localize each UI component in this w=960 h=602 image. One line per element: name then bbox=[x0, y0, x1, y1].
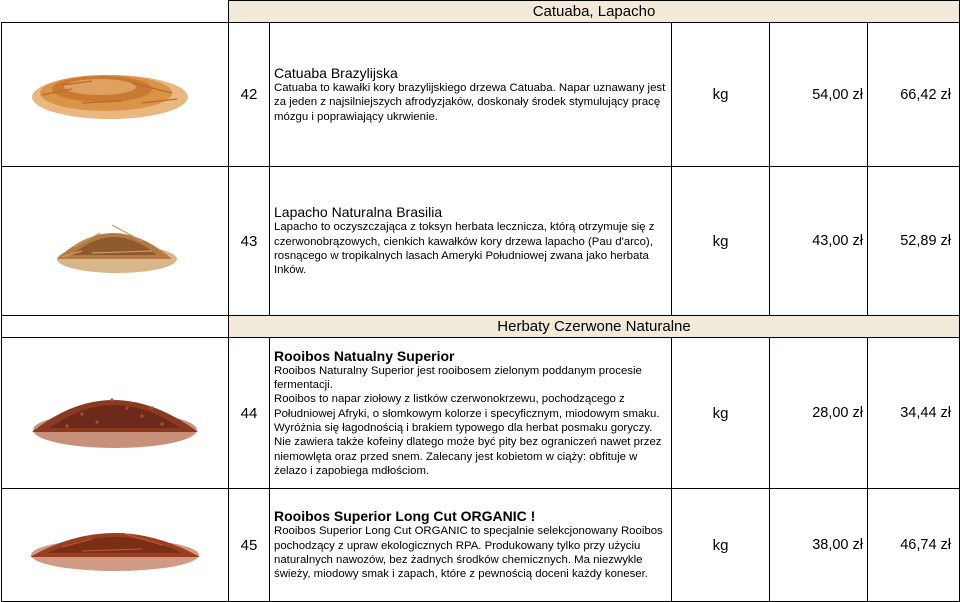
section-title: Catuaba, Lapacho bbox=[229, 1, 960, 23]
price-net: 54,00 zł bbox=[770, 23, 868, 167]
product-description: Rooibos Naturalny Superior jest rooibosem zielonym poddanym procesie fermentacji. Rooibos to napar ziołowy z listków czerwonokrzewu, pochodzącego z Południowej Afryki, o słomkowym kolorze i specyficznym, miodowym smaku. Wyróżnia się łagodnością i brakiem typowego dla herbat posmaku goryczy. Nie zawiera także kofeiny dlatego może być pity bez ograniczeń nawet przez niemowlęta oraz przed snem. Zalecany jest kobietom w ciąży: obfituje w żelazo i zapobiega mdłościom. bbox=[274, 364, 662, 477]
price-gross: 52,89 zł bbox=[868, 167, 960, 316]
price-net: 43,00 zł bbox=[770, 167, 868, 316]
product-description-cell bbox=[270, 338, 672, 489]
table-row bbox=[2, 338, 960, 489]
product-name: Lapacho Naturalna Brasilia bbox=[274, 204, 443, 221]
product-description: Catuaba to kawałki kory brazylijskiego drzewa Catuaba. Napar uznawany jest za jeden z najsilniejszych afrodyzjaków, doskonały środek stymulujący pracę mózgu i poprawiający ukrwienie. bbox=[274, 82, 666, 123]
product-unit: kg bbox=[672, 167, 770, 316]
product-number: 43 bbox=[229, 167, 270, 316]
product-name: Rooibos Natualny Superior bbox=[274, 347, 455, 364]
lapacho-bark-heap-icon bbox=[2, 167, 229, 310]
section-title: Herbaty Czerwone Naturalne bbox=[229, 316, 960, 338]
section-header-row bbox=[2, 1, 960, 23]
price-net: 38,00 zł bbox=[770, 489, 868, 602]
product-number: 42 bbox=[229, 23, 270, 167]
product-description-cell bbox=[270, 167, 672, 316]
product-unit: kg bbox=[672, 23, 770, 167]
rooibos-heap-icon bbox=[2, 338, 229, 483]
table-row bbox=[2, 167, 960, 316]
product-description: Rooibos Superior Long Cut ORGANIC to specjalnie selekcjonowany Rooibos pochodzący z upraw ekologicznych RPA. Produkowany tylko przy użyciu naturalnych nawozów, bez żadnych środków chemicznych. Ma niezwykle świeży, miodowy smak i zapach, które z pewnością doceni każdy koneser. bbox=[274, 525, 663, 581]
product-image-cell bbox=[2, 167, 229, 316]
product-description-cell bbox=[270, 23, 672, 167]
product-number: 45 bbox=[229, 489, 270, 602]
price-gross: 66,42 zł bbox=[868, 23, 960, 167]
product-image-cell bbox=[2, 489, 229, 602]
product-name: Catuaba Brazylijska bbox=[274, 65, 398, 82]
product-unit: kg bbox=[672, 489, 770, 602]
section-header-row bbox=[2, 316, 960, 338]
product-unit: kg bbox=[672, 338, 770, 489]
catuaba-bark-heap-icon bbox=[2, 23, 229, 161]
price-gross: 46,74 zł bbox=[868, 489, 960, 602]
product-image-cell bbox=[2, 23, 229, 167]
product-table bbox=[1, 0, 960, 602]
price-net: 28,00 zł bbox=[770, 338, 868, 489]
product-description-cell bbox=[270, 489, 672, 602]
product-description: Lapacho to oczyszczająca z toksyn herbata lecznicza, którą otrzymuje się z czerwonobrązowych, cienkich kawałków kory drzewa lapacho (Pau d'arco), rosnącego w tropikalnych lasach Ameryki Południowej zwana jako herbata Inków. bbox=[274, 221, 655, 277]
product-image-cell bbox=[2, 338, 229, 489]
product-number: 44 bbox=[229, 338, 270, 489]
table-row bbox=[2, 23, 960, 167]
product-name: Rooibos Superior Long Cut ORGANIC ! bbox=[274, 508, 536, 525]
table-row bbox=[2, 489, 960, 602]
price-gross: 34,44 zł bbox=[868, 338, 960, 489]
